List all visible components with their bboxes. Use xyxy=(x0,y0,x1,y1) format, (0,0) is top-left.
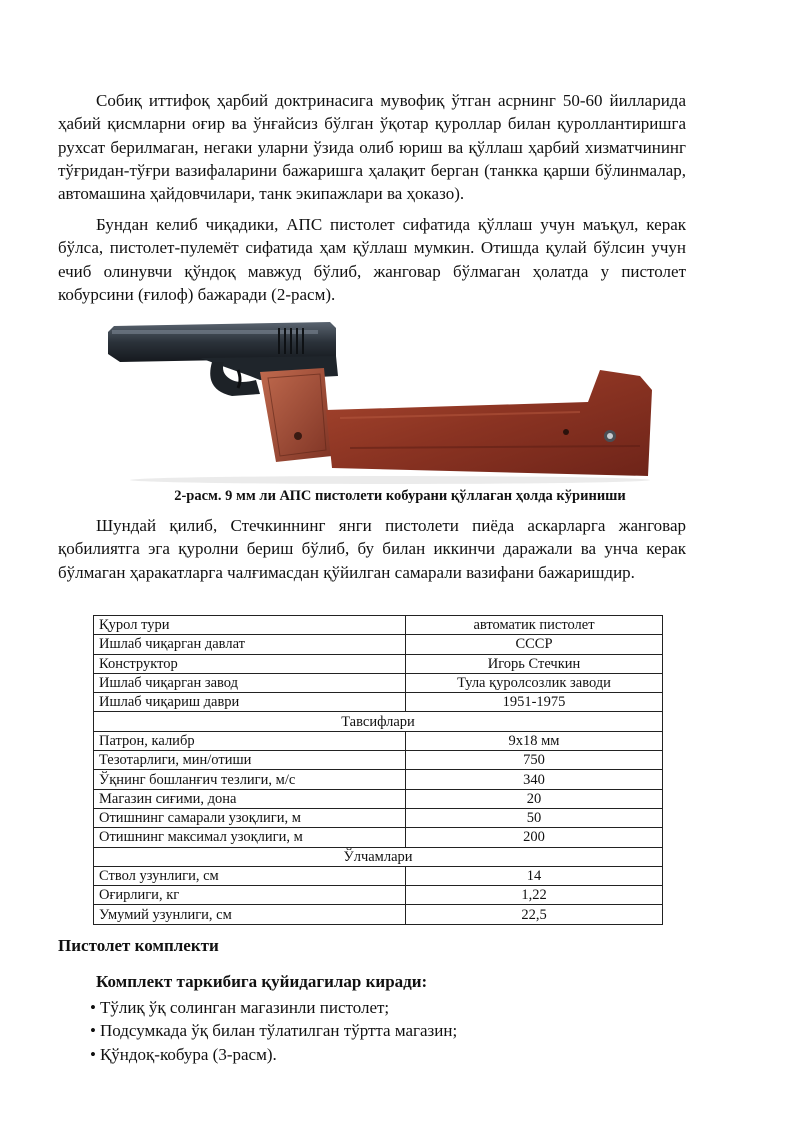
kit-heading: Пистолет комплекти xyxy=(58,936,219,955)
paragraph-conclusion: Шундай қилиб, Стечкиннинг янги пистолети пиёда аскарларга жанговар қобилиятга эга қуролни бериш бўлиб, бу билан иккинчи даражали ва унча керак бўлмаган ҳаракатларга чалғимасдан қўйилган самарали вазифани бажаришдир. xyxy=(58,516,686,582)
spec-label: Конструктор xyxy=(94,654,406,673)
table-row xyxy=(94,693,663,712)
figure-caption: 2-расм. 9 мм ли АПС пистолети кобурани қўллаган ҳолда кўриниши xyxy=(174,488,626,504)
spec-label: Тезотарлиги, мин/отиши xyxy=(94,751,406,770)
table-row xyxy=(94,886,663,905)
bullet-icon: • xyxy=(90,1021,96,1041)
spec-label: Умумий узунлиги, см xyxy=(94,905,406,924)
specifications-table xyxy=(93,615,663,925)
table-row xyxy=(94,828,663,847)
list-item-text: Тўлиқ ўқ солинган магазинли пистолет; xyxy=(99,998,390,1017)
paragraph-aps-usage: Бундан келиб чиқадики, АПС пистолет сифатида қўллаш учун маъқул, керак бўлса, пистолет-пулемёт сифатида ҳам қўллаш мумкин. Отишда қулай бўлсин учун ечиб олинувчи қўндоқ мавжуд бўлиб, жанговар бўлмаган ҳолатда у пистолет кобурсини (ғилоф) бажаради (2-расм). xyxy=(58,215,686,304)
spec-value: 9х18 мм xyxy=(406,731,663,750)
spec-label: Патрон, калибр xyxy=(94,731,406,750)
spec-value: 750 xyxy=(406,751,663,770)
table-row xyxy=(94,616,663,635)
table-row xyxy=(94,789,663,808)
table-row xyxy=(94,731,663,750)
spec-label: Магазин сиғими, дона xyxy=(94,789,406,808)
list-item-text: Подсумкада ўқ билан тўлатилган тўртта магазин; xyxy=(99,1021,458,1041)
spec-value: 200 xyxy=(406,828,663,847)
table-row xyxy=(94,673,663,692)
spec-value: автоматик пистолет xyxy=(406,616,663,635)
spec-value: 14 xyxy=(406,866,663,885)
table-row xyxy=(94,751,663,770)
spec-label: Қурол тури xyxy=(94,616,406,635)
list-item xyxy=(90,1019,457,1042)
spec-label: Отишнинг самарали узоқлиги, м xyxy=(94,808,406,827)
table-row xyxy=(94,770,663,789)
spec-label: Ствол узунлиги, см xyxy=(94,866,406,885)
spec-value: Тула қуролсозлик заводи xyxy=(406,673,663,692)
list-item xyxy=(90,1043,457,1066)
spec-value: 20 xyxy=(406,789,663,808)
spec-value: 1,22 xyxy=(406,886,663,905)
spec-label: Ишлаб чиқарган завод xyxy=(94,673,406,692)
table-section-row xyxy=(94,712,663,731)
kit-subheading: Комплект таркибига қуйидагилар киради: xyxy=(96,972,428,991)
aps-pistol-with-stock-image xyxy=(100,318,656,486)
table-row xyxy=(94,635,663,654)
spec-value: 50 xyxy=(406,808,663,827)
bullet-icon: • xyxy=(90,998,96,1017)
spec-value: 340 xyxy=(406,770,663,789)
table-row xyxy=(94,866,663,885)
spec-value: 1951-1975 xyxy=(406,693,663,712)
spec-value: СССР xyxy=(406,635,663,654)
table-row xyxy=(94,905,663,924)
bullet-icon: • xyxy=(90,1044,96,1064)
table-section-row xyxy=(94,847,663,866)
paragraph-doctrine: Собиқ иттифоқ ҳарбий доктринасига мувофиқ ўтган асрнинг 50-60 йилларида ҳабий қисмларни оғир ва ўнғайсиз бўлган ўқотар қуроллар билан қуроллантиришга рухсат берилмаган, негаки уларни ўзида олиб юриш ва қўллаш ҳарбий хизматчининг тўғридан-тўғри вазифаларини бажаришга ҳалақит берган (танкка қарши бўлинмалар, автомашина ҳайдовчилари, танк экипажлари ва ҳоказо). xyxy=(58,91,686,204)
spec-value: 22,5 xyxy=(406,905,663,924)
spec-label: Оғирлиги, кг xyxy=(94,886,406,905)
spec-label: Ишлаб чиқариш даври xyxy=(94,693,406,712)
spec-label: Ишлаб чиқарган давлат xyxy=(94,635,406,654)
table-row xyxy=(94,808,663,827)
kit-list xyxy=(90,996,457,1066)
spec-value: Игорь Стечкин xyxy=(406,654,663,673)
list-item-text: Қўндоқ-кобура (3-расм). xyxy=(99,1044,277,1064)
spec-label: Ўқнинг бошланғич тезлиги, м/с xyxy=(94,770,406,789)
list-item xyxy=(90,996,457,1019)
spec-label: Отишнинг максимал узоқлиги, м xyxy=(94,828,406,847)
section-dimensions-heading: Ўлчамлари xyxy=(94,847,663,866)
table-row xyxy=(94,654,663,673)
section-characteristics-heading: Тавсифлари xyxy=(94,712,663,731)
